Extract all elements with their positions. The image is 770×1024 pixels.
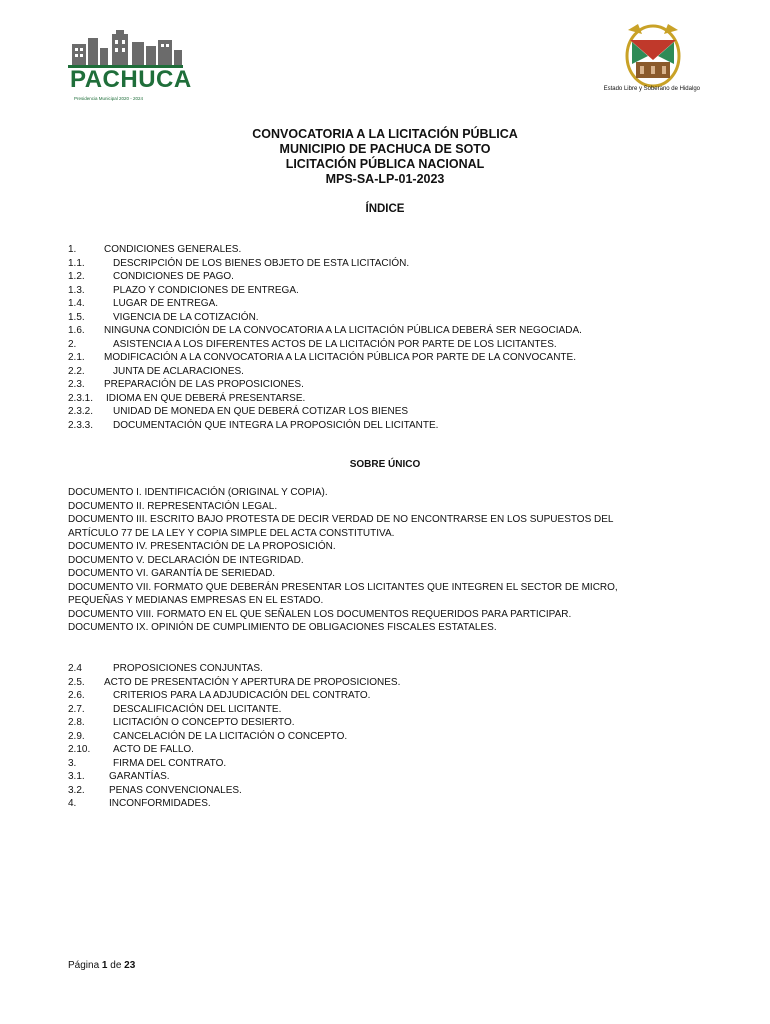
page-footer [68,960,135,971]
city-skyline-icon [68,30,183,68]
title-line-3: LICITACIÓN PÚBLICA NACIONAL [285,157,485,171]
seal-caption: Estado Libre y Soberano de Hidalgo [603,86,700,92]
index-heading: ÍNDICE [365,203,405,215]
document-item: DOCUMENTO VI. GARANTÍA DE SERIEDAD. [68,568,276,579]
document-item: DOCUMENTO IX. OPINIÓN DE CUMPLIMIENTO DE OBLIGACIONES FISCALES ESTATALES. [68,622,497,633]
logo-name: PACHUCA [70,66,192,93]
document-item: DOCUMENTO V. DECLARACIÓN DE INTEGRIDAD. [68,554,304,566]
logo-tagline: Presidencia Municipal 2020 - 2024 [74,96,144,101]
document-item: DOCUMENTO VII. FORMATO QUE DEBERÁN PRESENTAR LOS LICITANTES QUE INTEGREN EL SECTOR DE MICRO, PEQUEÑAS Y MEDIANAS EMPRESAS EN EL ESTADO. [68,581,618,606]
document-item: DOCUMENTO III. ESCRITO BAJO PROTESTA DE DECIR VERDAD DE NO ENCONTRARSE EN LOS SUPUESTOS DEL ARTÍCULO 77 DE LA LEY Y COPIA SIMPLE DEL ACTA CONSTITUTIVA. [68,514,614,539]
document-title [0,127,770,187]
document-item: DOCUMENTO II. REPRESENTACIÓN LEGAL. [68,500,278,512]
page-label: Página [68,960,100,971]
page-of: de [110,960,122,971]
document-item: DOCUMENTO VIII. FORMATO EN EL QUE SEÑALEN LOS DOCUMENTOS REQUERIDOS PARA PARTICIPAR. [68,608,572,620]
pachuca-logo [60,30,190,100]
document-item: DOCUMENTO I. IDENTIFICACIÓN (ORIGINAL Y COPIA). [68,487,328,498]
title-line-4: MPS-SA-LP-01-2023 [325,172,445,186]
title-line-1: CONVOCATORIA A LA LICITACIÓN PÚBLICA [252,127,518,141]
page-number: 1 [101,960,108,971]
sobre-unico-heading: SOBRE ÚNICO [349,459,421,470]
document-item: DOCUMENTO IV. PRESENTACIÓN DE LA PROPOSICIÓN. [68,541,336,552]
page-total: 23 [124,960,136,971]
documents-list [68,486,658,635]
title-line-2: MUNICIPIO DE PACHUCA DE SOTO [279,142,491,156]
state-seal-icon [618,20,688,90]
